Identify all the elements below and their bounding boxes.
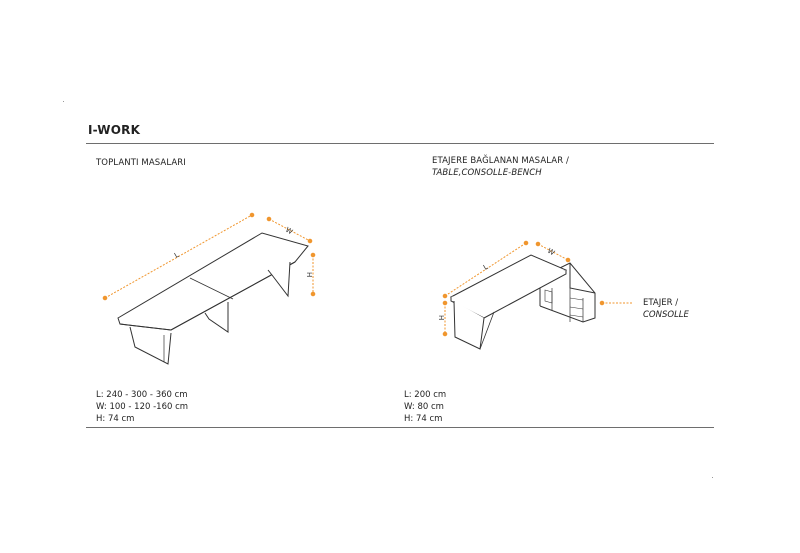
spec-width: W: 100 - 120 -160 cm <box>96 402 189 412</box>
bottom-divider <box>86 427 714 428</box>
right-specs <box>404 389 446 425</box>
width-label: W <box>546 246 556 258</box>
length-label: L <box>173 250 181 260</box>
spec-length: L: 240 - 300 - 360 cm <box>96 390 188 400</box>
desk-consolle-drawing <box>451 255 595 349</box>
right-heading-text: ETAJERE BAĞLANAN MASALAR / <box>432 156 569 166</box>
spec-length: L: 200 cm <box>404 390 447 400</box>
callout-italic: CONSOLLE <box>643 310 689 320</box>
length-label: L <box>482 262 490 272</box>
left-heading-text: TOPLANTI MASALARI <box>96 158 186 168</box>
consolle-callout <box>643 297 689 321</box>
callout-text: ETAJER / <box>643 298 679 308</box>
height-label: H <box>305 272 313 278</box>
page-title: I-WORK <box>88 123 141 137</box>
spec-height: H: 74 cm <box>404 414 443 424</box>
spec-width: W: 80 cm <box>404 402 444 412</box>
right-heading-italic: TABLE,CONSOLLE-BENCH <box>432 168 542 178</box>
height-label: H <box>437 315 445 321</box>
meeting-table-drawing <box>118 233 308 364</box>
left-specs <box>96 389 188 425</box>
spec-height: H: 74 cm <box>96 414 135 424</box>
width-label: W <box>284 225 294 237</box>
